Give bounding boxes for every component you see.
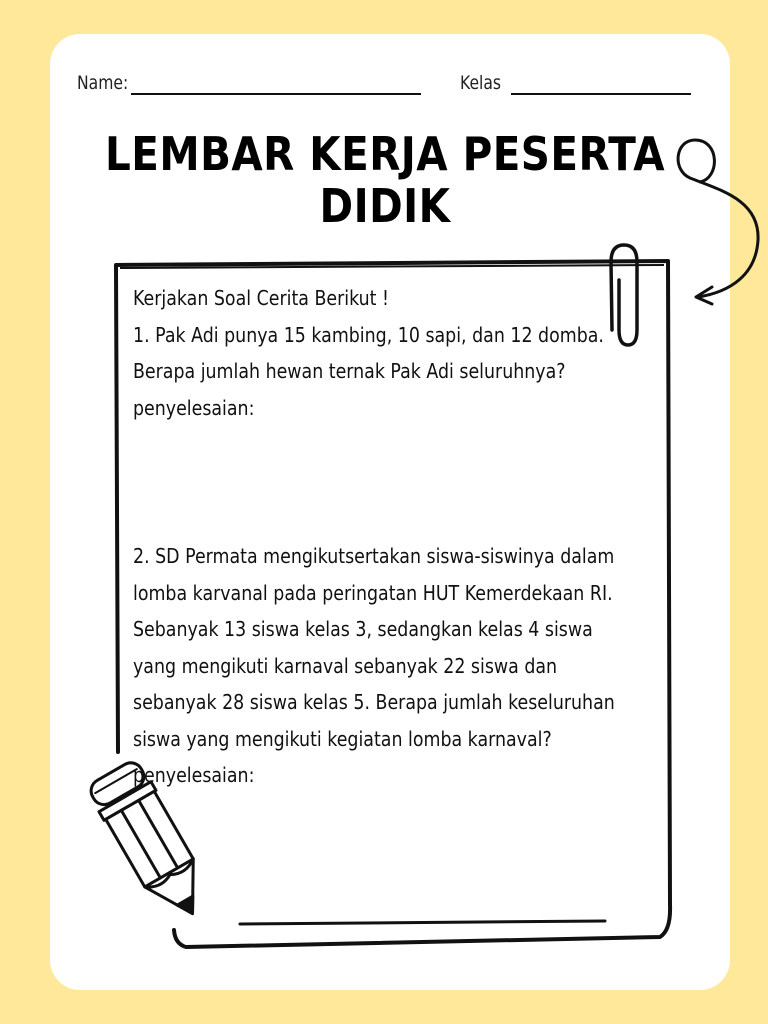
name-label: Name: (77, 72, 129, 94)
question-1-answer-space[interactable] (133, 426, 678, 498)
question-2-line-6: siswa yang mengikuti kegiatan lomba karnaval? (133, 726, 552, 751)
page-title: LEMBAR KERJA PESERTA DIDIK (105, 127, 665, 233)
question-1-answer-label: penyelesaian: (133, 395, 255, 420)
question-2-line-5: sebanyak 28 siswa kelas 5. Berapa jumlah keseluruhan (133, 690, 615, 714)
question-2-answer-label: penyelesaian: (133, 763, 255, 787)
answer-line (240, 921, 605, 924)
worksheet-content (133, 280, 678, 794)
question-1-line-2: Berapa jumlah hewan ternak Pak Adi seluruhnya? (133, 359, 566, 383)
question-2-line-4: yang mengikuti karnaval sebanyak 22 siswa dan (133, 653, 558, 678)
class-label: Kelas (460, 72, 502, 94)
question-1-line-1: 1. Pak Adi punya 15 kambing, 10 sapi, dan 12 domba. (133, 322, 604, 347)
question-2-line-2: lomba karvanal pada peringatan HUT Kemerdekaan RI. (133, 580, 613, 605)
spacer (133, 498, 678, 538)
instruction-text: Kerjakan Soal Cerita Berikut ! (133, 286, 389, 310)
question-2-line-1: 2. SD Permata mengikutsertakan siswa-siswinya dalam (133, 544, 615, 568)
curly-arrow-icon (678, 140, 758, 304)
question-2-line-3: Sebanyak 13 siswa kelas 3, sedangkan kelas 4 siswa (133, 617, 593, 641)
